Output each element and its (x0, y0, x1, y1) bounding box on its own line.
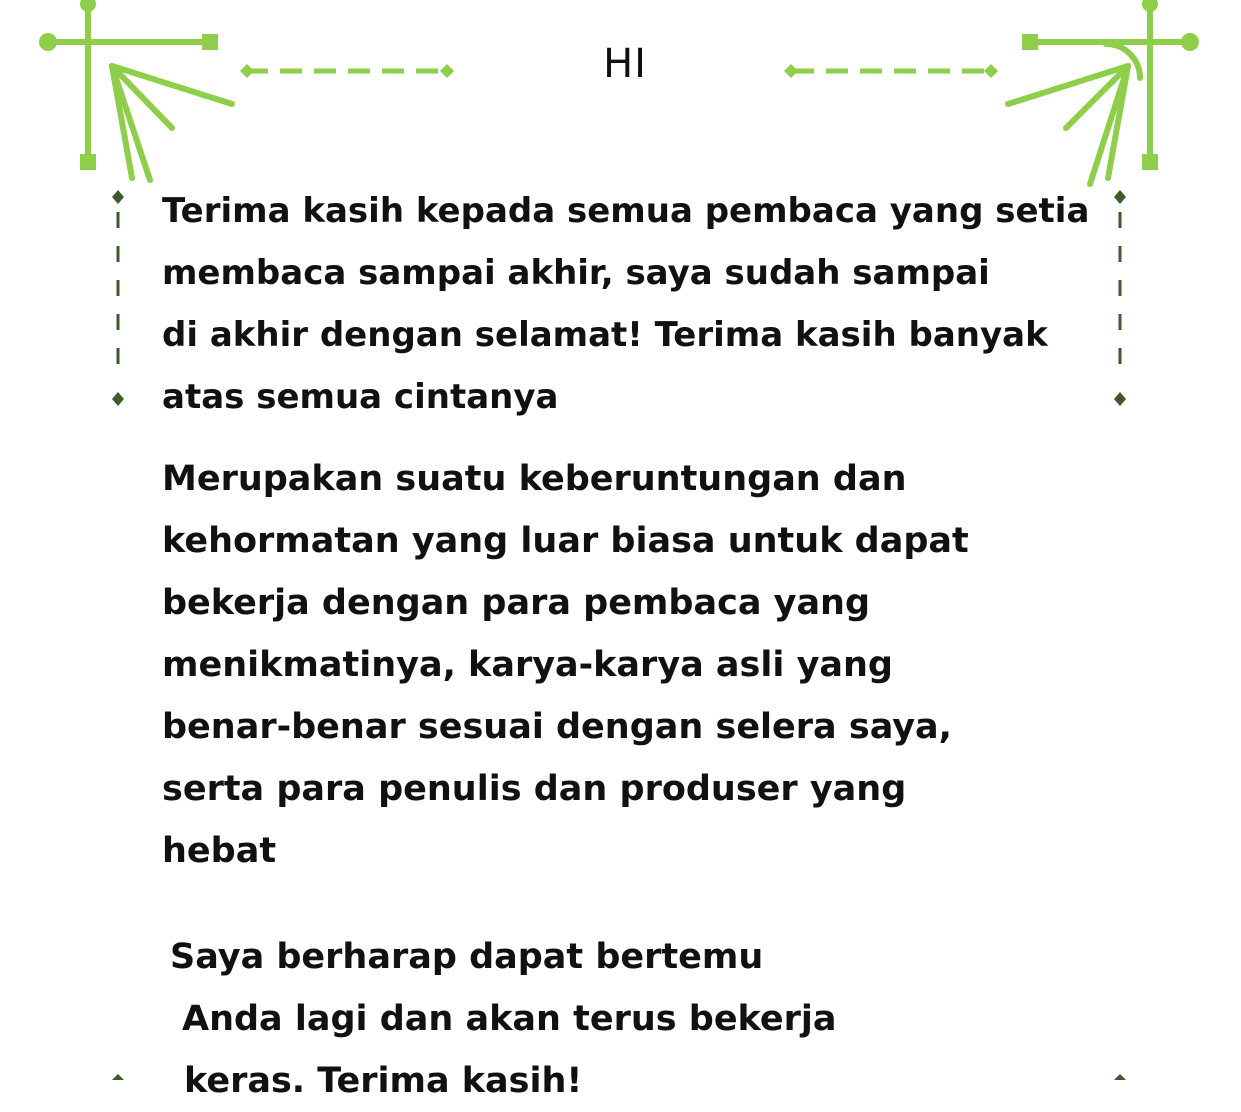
page-title: HI (603, 41, 647, 87)
paragraph-line: membaca sampai akhir, saya sudah sampai (162, 253, 990, 293)
side-dash-left (112, 190, 124, 406)
paragraph-line: kehormatan yang luar biasa untuk dapat (162, 521, 969, 561)
title-dash-right (784, 64, 998, 78)
paragraph-line: Terima kasih kepada semua pembaca yang setia (162, 191, 1090, 231)
paragraph-line: benar-benar sesuai dengan selera saya, (162, 707, 952, 747)
corner-ornament-top-right (1008, 0, 1199, 184)
paragraph-line: bekerja dengan para pembaca yang (162, 583, 871, 623)
paragraph-line: hebat (162, 831, 277, 871)
thanks-paragraph (162, 180, 1089, 428)
paragraph-line: keras. Terima kasih! (184, 1061, 583, 1101)
paragraph-line: Saya berharap dapat bertemu (170, 937, 764, 977)
paragraph-line: Anda lagi dan akan terus bekerja (182, 999, 837, 1039)
closing-paragraph (170, 926, 837, 1112)
paragraph-line: atas semua cintanya (162, 377, 559, 417)
paragraph-line: di akhir dengan selamat! Terima kasih banyak (162, 315, 1048, 355)
paragraph-line: Merupakan suatu keberuntungan dan (162, 459, 907, 499)
gratitude-paragraph (162, 448, 969, 882)
paragraph-line: serta para penulis dan produser yang (162, 769, 907, 809)
title-dash-left (240, 64, 454, 78)
side-dash-right (1114, 190, 1126, 406)
corner-ornament-top-left (39, 0, 232, 180)
paragraph-line: menikmatinya, karya-karya asli yang (162, 645, 893, 685)
